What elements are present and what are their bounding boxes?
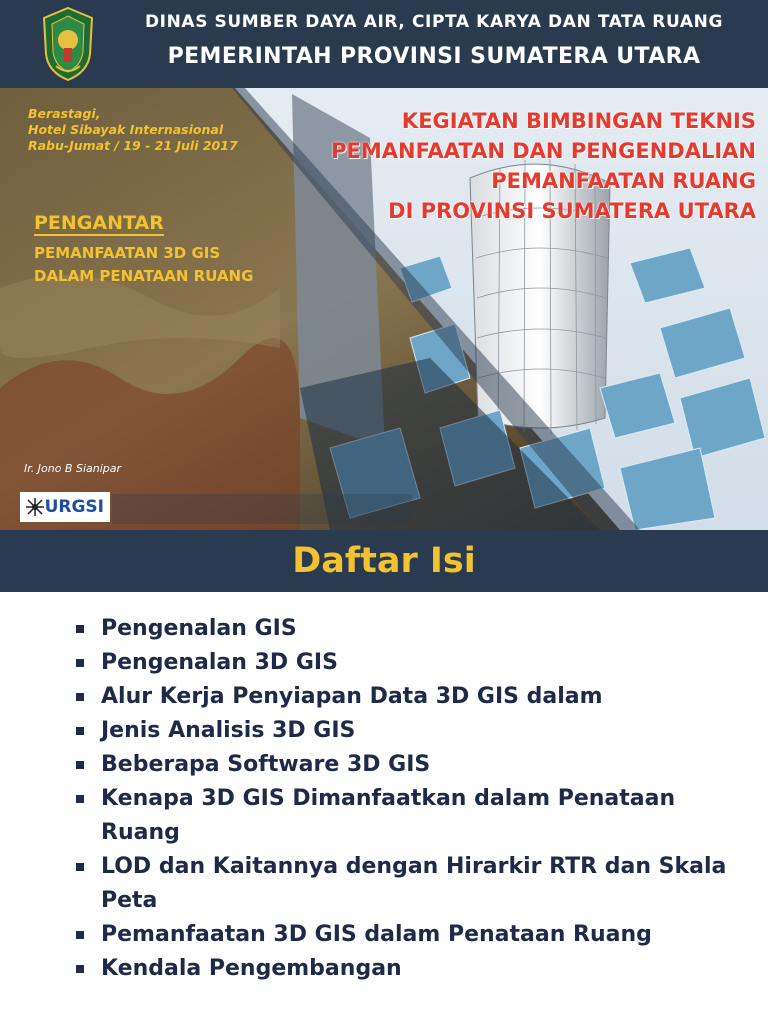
bullet-icon bbox=[76, 795, 84, 803]
activity-title bbox=[236, 106, 756, 226]
bullet-icon bbox=[76, 659, 84, 667]
org-line-1: DINAS SUMBER DAYA AIR, CIPTA KARYA DAN TATA RUANG bbox=[144, 12, 724, 32]
bullet-icon bbox=[76, 931, 84, 939]
event-location: Berastagi, bbox=[28, 106, 101, 121]
bullet-icon bbox=[76, 863, 84, 871]
toc-item-text: Pengenalan 3D GIS bbox=[101, 650, 338, 675]
activity-title-line: DI PROVINSI SUMATERA UTARA bbox=[388, 199, 756, 223]
intro-topic bbox=[34, 242, 253, 288]
toc-item bbox=[72, 680, 732, 714]
toc-item bbox=[72, 782, 732, 850]
org-line-2: PEMERINTAH PROVINSI SUMATERA UTARA bbox=[167, 44, 701, 69]
event-date: Rabu-Jumat / 19 - 21 Juli 2017 bbox=[28, 138, 238, 153]
toc-item bbox=[72, 612, 732, 646]
activity-title-line: PEMANFAATAN DAN PENGENDALIAN bbox=[331, 139, 756, 163]
section-title-bar bbox=[0, 530, 768, 592]
toc-item-text: LOD dan Kaitannya dengan Hirarkir RTR dan Skala Peta bbox=[101, 854, 727, 913]
urgsi-logo-icon bbox=[25, 497, 45, 517]
intro-topic-line: PEMANFAATAN 3D GIS bbox=[34, 244, 221, 262]
toc-item bbox=[72, 646, 732, 680]
toc-item-text: Kendala Pengembangan bbox=[101, 956, 402, 981]
toc-item-text: Jenis Analisis 3D GIS bbox=[101, 718, 356, 743]
toc-list bbox=[72, 612, 732, 986]
header-bar bbox=[0, 0, 768, 88]
activity-title-line: PEMANFAATAN RUANG bbox=[491, 169, 756, 193]
toc-item-text: Beberapa Software 3D GIS bbox=[101, 752, 431, 777]
bullet-icon bbox=[76, 965, 84, 973]
bullet-icon bbox=[76, 693, 84, 701]
toc-item-text: Kenapa 3D GIS Dimanfaatkan dalam Penataan Ruang bbox=[101, 786, 676, 845]
bullet-icon bbox=[76, 727, 84, 735]
toc-item bbox=[72, 748, 732, 782]
bullet-icon bbox=[76, 625, 84, 633]
urgsi-logo bbox=[20, 492, 110, 522]
section-title: Daftar Isi bbox=[292, 541, 476, 581]
toc-item bbox=[72, 918, 732, 952]
intro-label: PENGANTAR bbox=[34, 212, 164, 234]
presenter-name: Ir. Jono B Sianipar bbox=[24, 462, 122, 475]
event-venue: Hotel Sibayak Internasional bbox=[28, 122, 224, 137]
toc-item bbox=[72, 714, 732, 748]
title-banner bbox=[0, 88, 768, 530]
bullet-icon bbox=[76, 761, 84, 769]
urgsi-logo-text: URGSI bbox=[44, 497, 104, 517]
toc-item-text: Pengenalan GIS bbox=[101, 616, 297, 641]
toc-item bbox=[72, 952, 732, 986]
toc-item bbox=[72, 850, 732, 918]
intro-topic-line: DALAM PENATAAN RUANG bbox=[34, 267, 254, 285]
event-info bbox=[28, 106, 238, 154]
activity-title-line: KEGIATAN BIMBINGAN TEKNIS bbox=[401, 109, 756, 133]
province-emblem-icon bbox=[40, 6, 96, 82]
toc-item-text: Pemanfaatan 3D GIS dalam Penataan Ruang bbox=[101, 922, 652, 947]
toc-item-text: Alur Kerja Penyiapan Data 3D GIS dalam bbox=[101, 684, 603, 709]
